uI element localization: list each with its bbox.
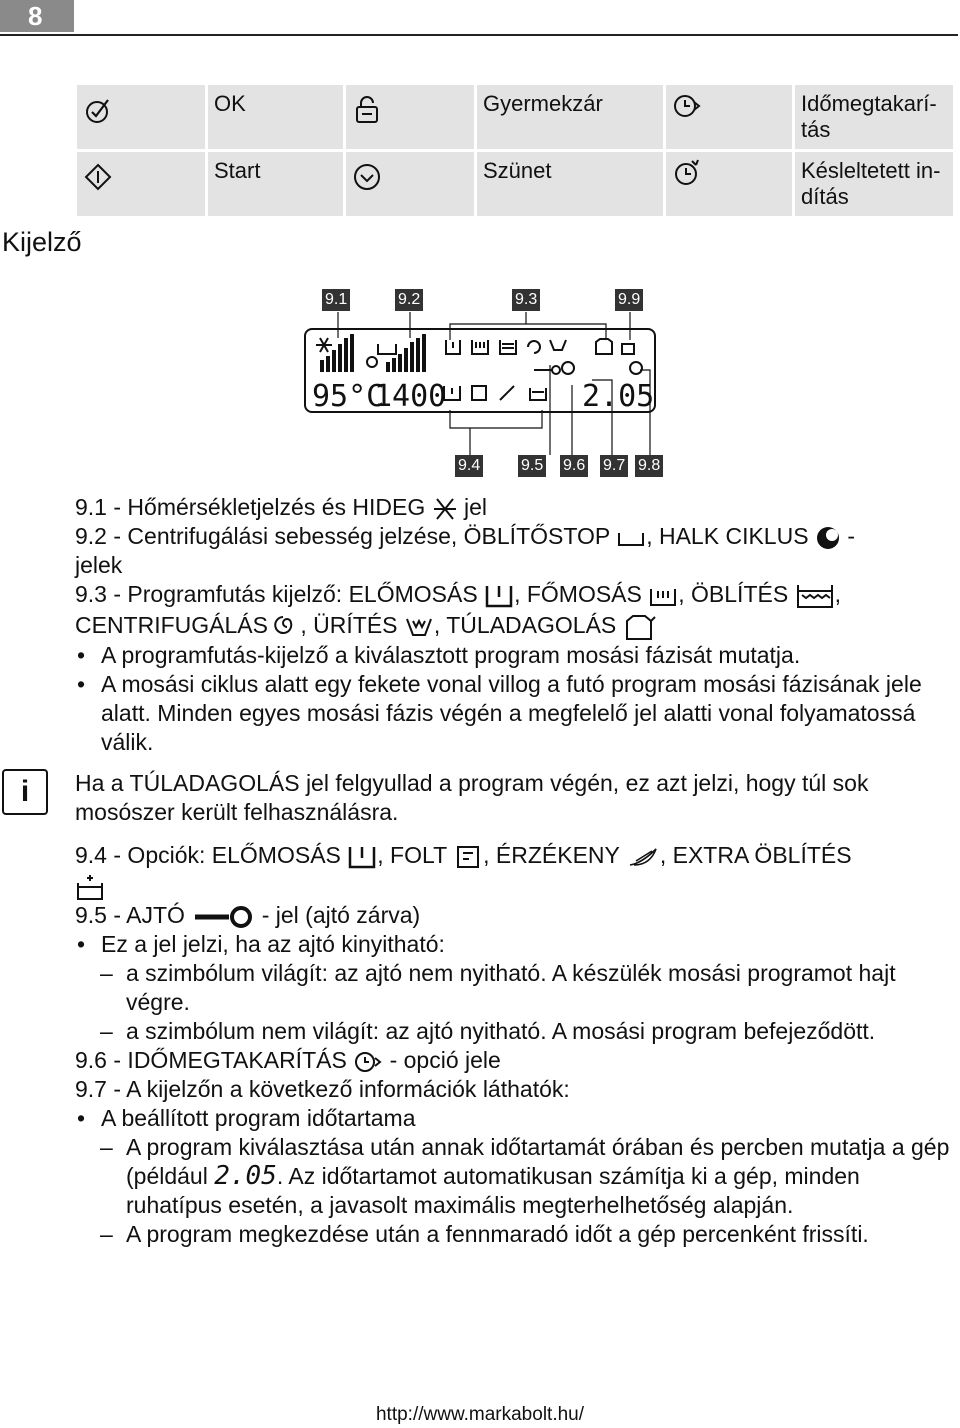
child-lock-icon <box>352 95 382 125</box>
rinse-hold-icon <box>616 527 646 549</box>
display-tag-9-6: 9.6 <box>560 455 588 477</box>
item-9-2: 9.2 - Centrifugálási sebesség jelzése, ÖBLÍTŐSTOP , HALK CIKLUS - <box>75 523 855 549</box>
display-tag-9-1: 9.1 <box>322 289 350 311</box>
control-label-time-saver: Időmegtakarí-tás <box>795 85 953 149</box>
control-label-child-lock: Gyermekzár <box>477 85 663 149</box>
ok-icon <box>83 95 113 125</box>
section-title: Kijelző <box>2 227 82 257</box>
time-saver-icon <box>672 91 702 121</box>
footer-url[interactable]: http://www.markabolt.hu/ <box>375 1404 585 1425</box>
header-rule <box>0 34 958 36</box>
dash-door-locked: – a szimbólum világít: az ajtó nem nyitható. A készülék mosási programot hajt végre. <box>75 959 957 1017</box>
display-tag-9-2: 9.2 <box>395 289 423 311</box>
drain-icon <box>404 615 434 639</box>
delay-start-icon <box>672 158 702 188</box>
bullet-program-phase: • A programfutás-kijelző a kiválasztott program mosási fázisát mutatja. <box>75 641 957 670</box>
bullet-door-indicator: • Ez a jel jelzi, ha az ajtó kinyitható: <box>75 930 957 959</box>
bullet-program-duration: • A beállított program időtartama <box>75 1104 957 1133</box>
extra-rinse-icon <box>75 873 105 901</box>
description-text <box>20 493 957 1249</box>
page-number: 8 <box>0 0 74 32</box>
prewash-icon <box>484 582 514 610</box>
dash-door-unlocked: – a szimbólum nem világít: az ajtó nyitható. A mosási program befejeződött. <box>75 1017 957 1046</box>
door-icon <box>191 904 255 930</box>
main-wash-icon <box>648 583 678 609</box>
rinse-icon <box>795 581 835 611</box>
start-icon <box>83 162 113 192</box>
time-saver-option-icon <box>353 1049 383 1075</box>
bullet-blinking-line: • A mosási ciklus alatt egy fekete vonal villog a futó program mosási fázisának jele alatt. Minden egyes mosási fázis végén a megfelelő jel alatti vonal folyamatossá válik. <box>75 670 957 757</box>
cold-icon <box>432 497 458 521</box>
item-9-2-cont: jelek <box>75 552 123 578</box>
display-tag-9-7: 9.7 <box>600 455 628 477</box>
display-tag-9-4: 9.4 <box>455 455 483 477</box>
item-9-4: 9.4 - Opciók: ELŐMOSÁS , FOLT , ÉRZÉKENY , EXTRA ÖBLÍTÉS <box>75 841 957 871</box>
pause-icon <box>352 162 382 192</box>
lcd-temperature: 95°C <box>312 379 385 412</box>
item-9-5: 9.5 - AJTÓ - jel (ajtó zárva) <box>75 901 421 928</box>
lcd-segments <box>306 330 656 412</box>
dash-duration-calc: – A program kiválasztása után annak időtartamát órában és percben mutatja a gép (például 2.05. Az időtartamot automatikusan számítja ki a gép, minden ruhatípus esetén, a javasolt maximális megterhelhetőség alapján. <box>75 1133 957 1220</box>
overdosage-icon <box>623 613 657 641</box>
display-tag-9-9: 9.9 <box>615 289 643 311</box>
delicate-icon <box>626 845 660 869</box>
item-9-3-cont: CENTRIFUGÁLÁS , ÜRÍTÉS , TÚLADAGOLÁS <box>75 611 957 641</box>
lcd-spin-speed: 1400 <box>374 379 447 412</box>
dash-remaining-time: – A program megkezdése után a fennmaradó időt a gép percenként frissíti. <box>75 1220 957 1249</box>
display-tag-9-5: 9.5 <box>518 455 546 477</box>
display-tag-9-3: 9.3 <box>512 289 540 311</box>
stain-icon <box>453 843 483 871</box>
info-note-text: Ha a TÚLADAGOLÁS jel felgyullad a program végén, ez azt jelzi, hogy túl sok mosószer került felhasználásra. <box>75 769 869 825</box>
display-tag-9-8: 9.8 <box>635 455 663 477</box>
example-time: 2.05 <box>214 1160 277 1191</box>
item-9-3: 9.3 - Programfutás kijelző: ELŐMOSÁS , FŐMOSÁS , ÖBLÍTÉS , <box>75 580 957 611</box>
item-9-6: 9.6 - IDŐMEGTAKARÍTÁS - opció jele <box>75 1046 501 1073</box>
control-label-delay-start: Késleltetett in-dítás <box>795 152 953 216</box>
control-label-ok: OK <box>208 85 343 149</box>
item-9-1: 9.1 - Hőmérsékletjelzés és HIDEG jel <box>75 494 488 520</box>
prewash-option-icon <box>347 843 377 871</box>
control-label-pause: Szünet <box>477 152 663 216</box>
info-icon: i <box>2 769 48 815</box>
controls-table <box>74 82 956 219</box>
item-9-7: 9.7 - A kijelzőn a következő információk láthatók: <box>75 1075 570 1102</box>
item-9-4-cont <box>75 871 957 901</box>
spin-icon <box>274 614 300 640</box>
lcd-time: 2.05 <box>582 379 655 412</box>
quiet-cycle-icon <box>815 525 841 551</box>
info-note <box>20 769 957 827</box>
control-label-start: Start <box>208 152 343 216</box>
